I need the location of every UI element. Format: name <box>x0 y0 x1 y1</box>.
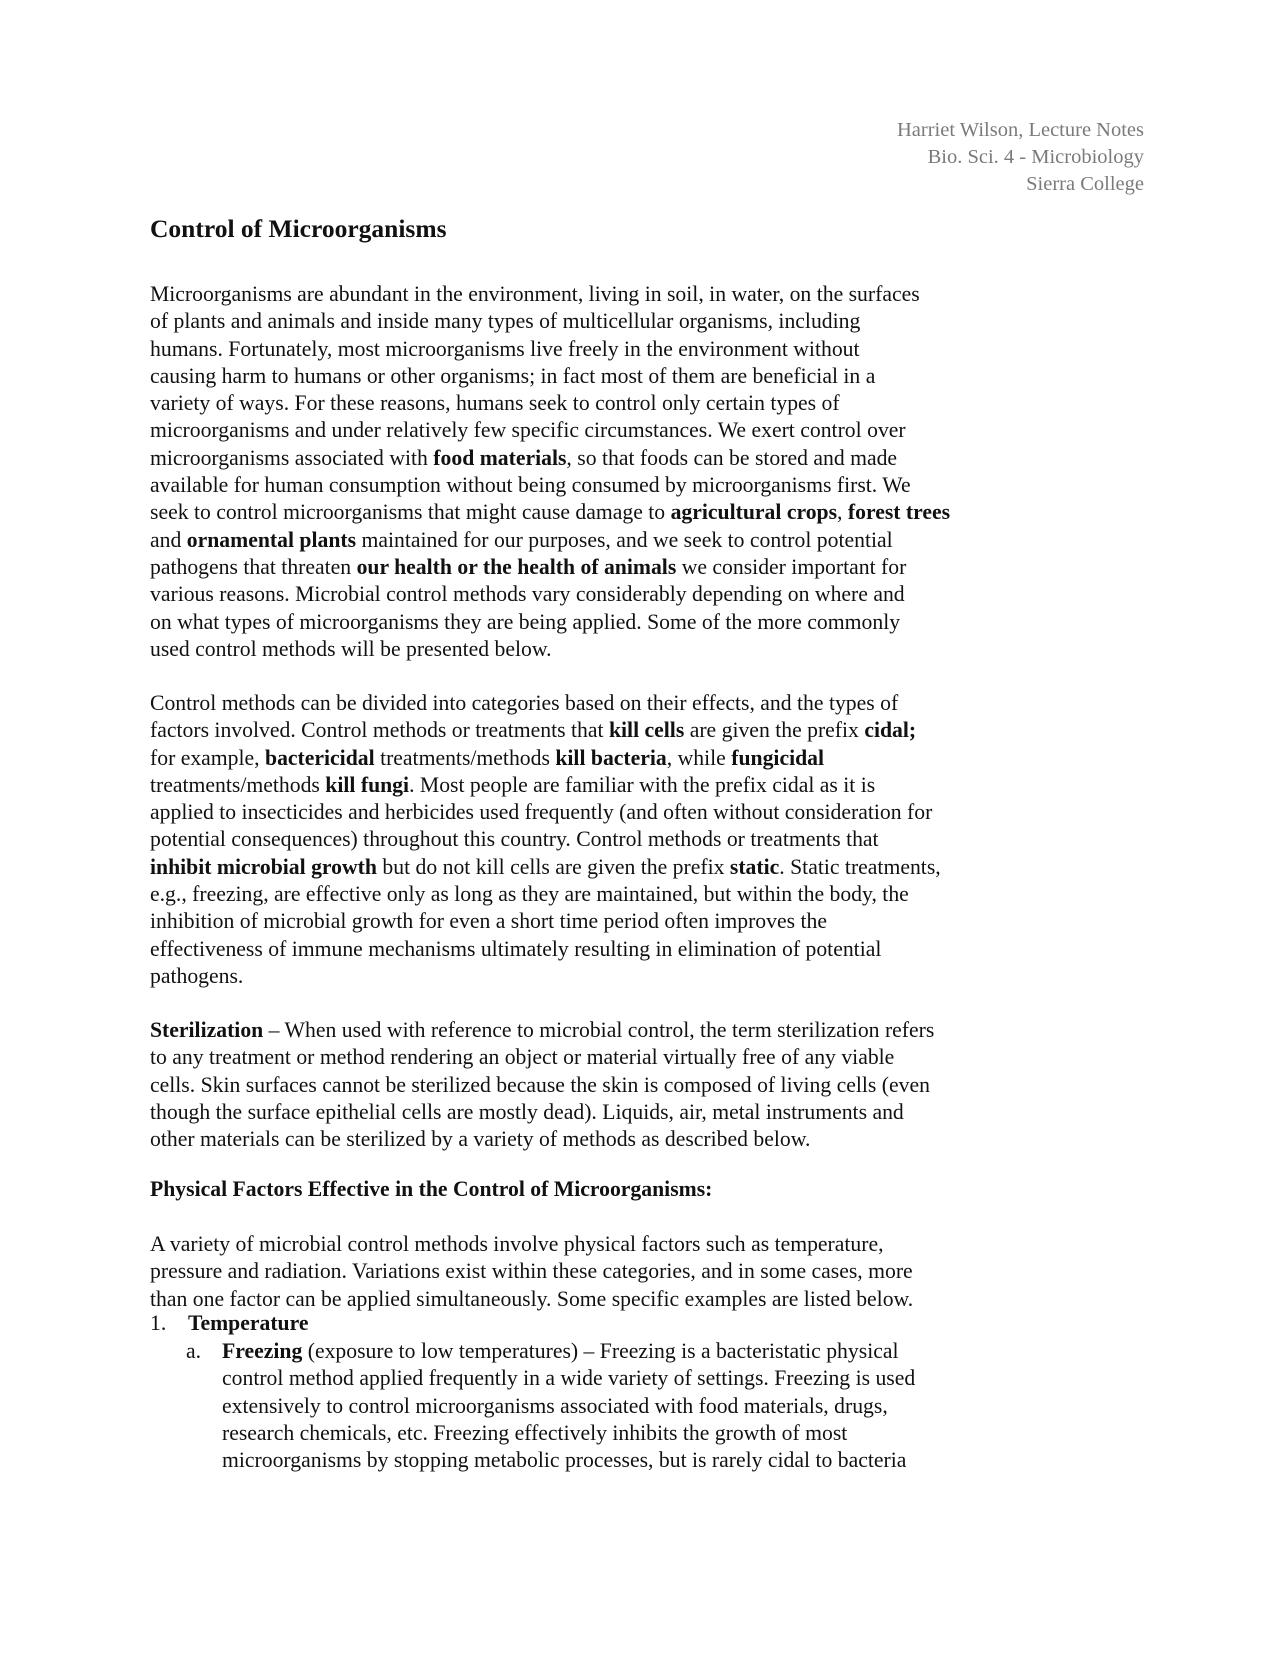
sublist-letter: a. <box>186 1339 202 1363</box>
header-author: Harriet Wilson, Lecture Notes <box>897 119 1144 141</box>
header-course: Bio. Sci. 4 - Microbiology <box>927 146 1144 168</box>
list-number: 1. <box>150 1311 167 1335</box>
header-school: Sierra College <box>1026 173 1144 195</box>
list-label: Temperature <box>188 1311 309 1335</box>
section-heading: Physical Factors Effective in the Control of Microorganisms: <box>150 1177 713 1201</box>
paragraph-sterilization: Sterilization – When used with reference to microbial control, the term sterilization refers to any treatment or method rendering an object or material virtually free of any viable cells. Skin surfaces cannot be sterilized because the skin is composed of living cells (even though the surface epithelial cells are mostly dead). Liquids, air, metal instruments and other materials can be sterilized by a variety of methods as described below. <box>150 1018 935 1152</box>
sublist-label: Freezing <box>222 1339 303 1363</box>
page-header <box>897 117 1144 198</box>
page-title: Control of Microorganisms <box>150 214 447 243</box>
document-page: Harriet Wilson, Lecture Notes Bio. Sci. 4 - Microbiology Sierra College Control of Microorganisms Microorganisms are abundant in the environment, living in soil, in water, on the surfaces of plants and animals and inside many types of multicellular organisms, including humans. Fortunately, most microorganisms live freely in the environment without causing harm to humans or other organisms; in fact most of them are beneficial in a variety of ways. For these reasons, humans seek to control only certain types of microorganisms and under relatively few specific circumstances. We exert control over microorganisms associated with food materials, so that foods can be stored and made available for human consumption without being consumed by microorganisms first. We seek to control microorganisms that might cause damage to agricultural crops, forest trees and ornamental plants maintained for our purposes, and we seek to control potential pathogens that threaten our health or the health of animals we consider important for various reasons. Microbial control methods vary considerably depending on where and on what types of microorganisms they are being applied. Some of the more commonly used control methods will be presented below. Control methods can be divided into categories based on their effects, and the types of factors involved. Control methods or treatments that kill cells are given the prefix cidal; for example, bactericidal treatments/methods kill bacteria, while fungicidal treatments/methods kill fungi. Most people are familiar with the prefix cidal as it is applied to insecticides and herbicides used frequently (and often without consideration for potential consequences) throughout this country. Control methods or treatments that inhibit microbial growth but do not kill cells are given the prefix static. Static treatments, e.g., freezing, are effective only as long as they are maintained, but within the body, the inhibition of microbial growth for even a short time period often improves the effectiveness of immune mechanisms ultimately resulting in elimination of potential pathogens. Sterilization – When used with reference to microbial control, the term sterilization refers to any treatment or method rendering an object or material virtually free of any viable cells. Skin surfaces cannot be sterilized because the skin is composed of living cells (even though the surface epithelial cells are mostly dead). Liquids, air, metal instruments and other materials can be sterilized by a variety of methods as described below. Physical Factors Effective in the Control of Microorganisms: A variety of microbial control methods involve physical factors such as temperature, pressure and radiation. Variations exist within these categories, and in some cases, more than one factor can be applied simultaneously. Some specific examples are listed below. 1. Temperature a. Freezing (exposure to low temperatures) – Freezing is a bacteristatic physical control method applied frequently in a wide variety of settings. Freezing is used extensively to control microorganisms associated with food materials, drugs, research chemicals, etc. Freezing effectively inhibits the growth of most microorganisms by stopping metabolic processes, but is rarely cidal to bacteria <box>150 119 1144 1473</box>
paragraph-intro: Microorganisms are abundant in the environment, living in soil, in water, on the surfaces of plants and animals and inside many types of multicellular organisms, including humans. Fortunately, most microorganisms live freely in the environment without causing harm to humans or other organisms; in fact most of them are beneficial in a variety of ways. For these reasons, humans seek to control only certain types of microorganisms and under relatively few specific circumstances. We exert control over microorganisms associated with food materials, so that foods can be stored and made available for human consumption without being consumed by microorganisms first. We seek to control microorganisms that might cause damage to agricultural crops, forest trees and ornamental plants maintained for our purposes, and we seek to control potential pathogens that threaten our health or the health of animals we consider important for various reasons. Microbial control methods vary considerably depending on where and on what types of microorganisms they are being applied. Some of the more commonly used control methods will be presented below. <box>150 282 951 661</box>
paragraph-control-methods: Control methods can be divided into categories based on their effects, and the types of factors involved. Control methods or treatments that kill cells are given the prefix cidal; for example, bactericidal treatments/methods kill bacteria, while fungicidal treatments/methods kill fungi. Most people are familiar with the prefix cidal as it is applied to insecticides and herbicides used frequently (and often without consideration for potential consequences) throughout this country. Control methods or treatments that inhibit microbial growth but do not kill cells are given the prefix static. Static treatments, e.g., freezing, are effective only as long as they are maintained, but within the body, the inhibition of microbial growth for even a short time period often improves the effectiveness of immune mechanisms ultimately resulting in elimination of potential pathogens. <box>150 691 941 988</box>
paragraph-physical-factors: A variety of microbial control methods involve physical factors such as temperature, pressure and radiation. Variations exist within these categories, and in some cases, more than one factor can be applied simultaneously. Some specific examples are listed below. <box>150 1232 914 1311</box>
list-item-temperature <box>150 1310 308 1337</box>
